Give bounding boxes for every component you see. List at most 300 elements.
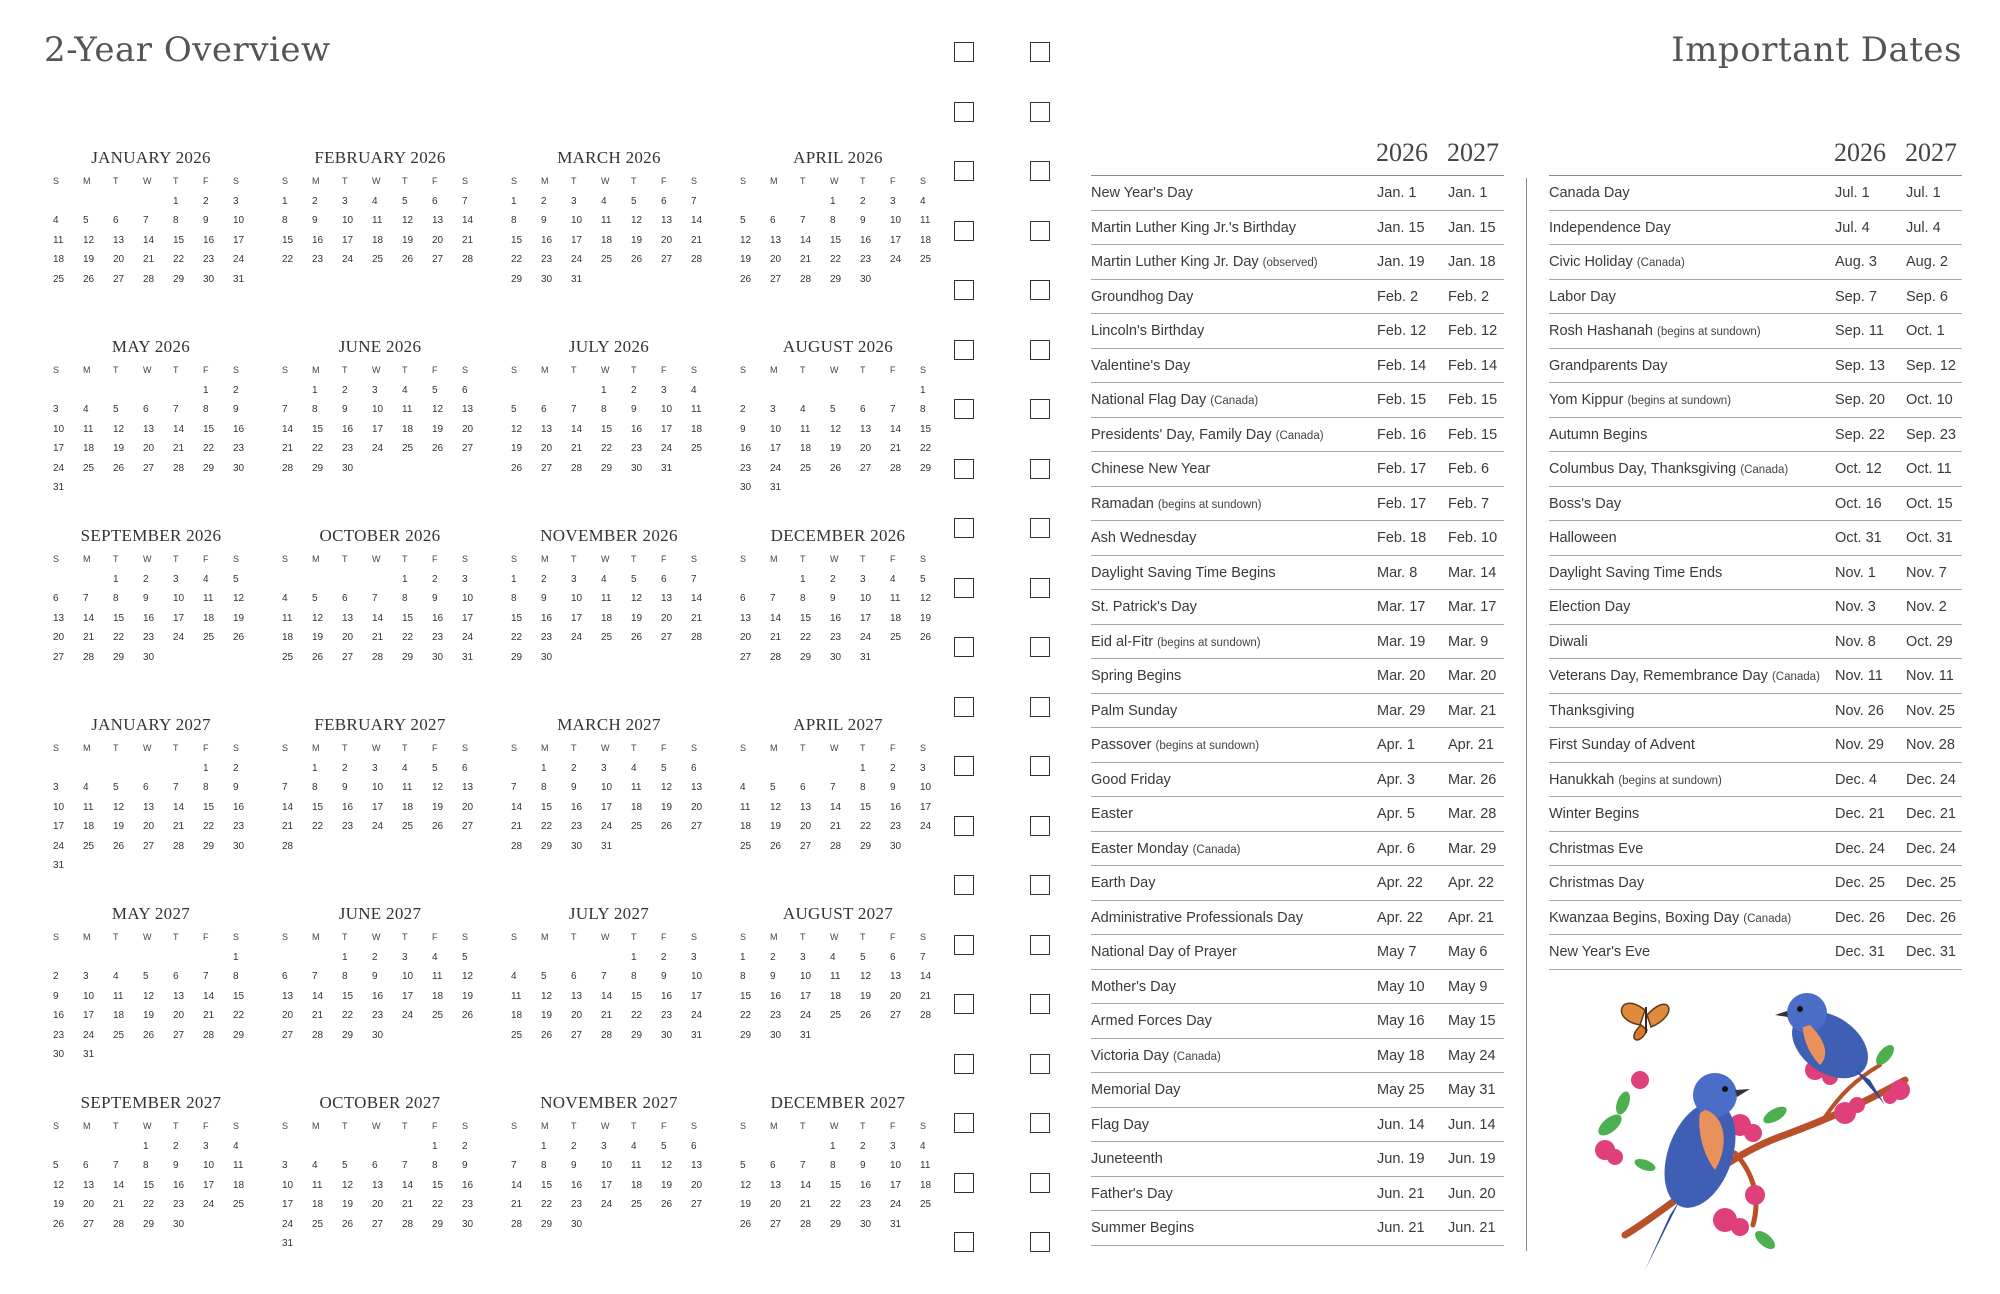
weekday-label: W xyxy=(143,554,152,564)
weekday-label: T xyxy=(402,554,408,564)
day-number: 7 xyxy=(920,951,926,963)
day-number: 11 xyxy=(601,593,612,604)
day-number: 26 xyxy=(53,1218,65,1230)
date-2027: Mar. 28 xyxy=(1448,806,1497,822)
day-number: 29 xyxy=(342,1029,354,1041)
day-number: 2 xyxy=(541,195,547,207)
empty-day-cell xyxy=(564,381,594,401)
checkbox[interactable] xyxy=(1030,42,1050,62)
holiday-name: Rosh Hashanah xyxy=(1549,323,1653,339)
day-number: 28 xyxy=(770,651,782,663)
day-number: 28 xyxy=(83,651,95,663)
holiday-row xyxy=(1549,418,1962,453)
holiday-name-cell xyxy=(1091,1013,1212,1029)
empty-day-cell xyxy=(106,1137,136,1157)
day-number: 4 xyxy=(740,782,746,793)
checkbox[interactable] xyxy=(1030,637,1050,657)
day-number: 11 xyxy=(83,801,94,813)
date-2027: Dec. 25 xyxy=(1906,875,1956,891)
day-number: 15 xyxy=(541,1179,553,1191)
day-number: 13 xyxy=(691,1160,703,1171)
holiday-row xyxy=(1549,832,1962,867)
day-number: 27 xyxy=(860,462,872,474)
day-number: 22 xyxy=(113,632,125,643)
empty-day-cell xyxy=(275,759,305,779)
checkbox[interactable] xyxy=(1030,280,1050,300)
checkbox[interactable] xyxy=(954,816,974,836)
month-calendar xyxy=(733,335,943,515)
holiday-name-cell xyxy=(1549,496,1621,512)
day-number: 12 xyxy=(312,612,324,624)
holiday-name: Autumn Begins xyxy=(1549,426,1648,443)
day-number: 6 xyxy=(800,782,806,793)
empty-day-cell xyxy=(166,381,196,401)
checkbox[interactable] xyxy=(954,697,974,717)
holiday-name: Easter Monday xyxy=(1091,840,1189,857)
date-2026: May 10 xyxy=(1377,978,1425,995)
day-number: 4 xyxy=(203,573,209,585)
weekday-label: W xyxy=(830,176,839,186)
day-number: 14 xyxy=(282,801,294,813)
holiday-row xyxy=(1091,866,1504,901)
day-number: 11 xyxy=(53,234,64,246)
weekday-label: T xyxy=(342,932,348,942)
day-number: 7 xyxy=(173,404,179,415)
day-number: 9 xyxy=(203,215,209,226)
day-number: 23 xyxy=(432,632,444,643)
checkbox[interactable] xyxy=(1030,518,1050,538)
day-number: 16 xyxy=(541,612,553,624)
day-number: 27 xyxy=(143,462,155,474)
day-number: 21 xyxy=(83,632,95,643)
weekday-label: W xyxy=(601,554,610,564)
checkbox[interactable] xyxy=(954,1232,974,1252)
checkbox[interactable] xyxy=(1030,816,1050,836)
checkbox[interactable] xyxy=(954,1054,974,1074)
day-number: 24 xyxy=(601,821,613,832)
weekday-label: S xyxy=(691,932,698,942)
checkbox[interactable] xyxy=(1030,994,1050,1014)
day-number: 25 xyxy=(402,821,414,832)
day-number: 14 xyxy=(402,1179,414,1191)
day-number: 6 xyxy=(661,195,667,207)
day-number: 21 xyxy=(312,1010,324,1021)
day-number: 10 xyxy=(770,423,782,435)
day-number: 17 xyxy=(83,1010,95,1021)
weekday-label: F xyxy=(203,365,209,375)
checkbox[interactable] xyxy=(1030,459,1050,479)
date-2026: Sep. 7 xyxy=(1835,288,1877,305)
day-number: 5 xyxy=(53,1160,59,1171)
weekday-label: M xyxy=(770,1121,778,1131)
checkbox[interactable] xyxy=(954,42,974,62)
month-title: SEPTEMBER 2026 xyxy=(80,526,222,545)
day-number: 20 xyxy=(143,821,155,832)
day-number: 23 xyxy=(740,462,752,474)
day-number: 27 xyxy=(462,443,474,454)
day-number: 27 xyxy=(800,840,812,852)
holiday-name-cell xyxy=(1549,392,1731,408)
day-number: 9 xyxy=(661,971,667,982)
day-number: 26 xyxy=(631,632,643,643)
weekday-label: F xyxy=(661,554,667,564)
day-number: 17 xyxy=(800,990,812,1002)
day-number: 15 xyxy=(173,234,185,246)
holiday-name: Armed Forces Day xyxy=(1091,1013,1212,1029)
checkbox[interactable] xyxy=(954,875,974,895)
day-number: 5 xyxy=(860,951,866,963)
weekday-label: S xyxy=(740,554,747,564)
month-day-grid xyxy=(275,1117,485,1254)
day-number: 14 xyxy=(282,423,294,435)
date-2026: Aug. 3 xyxy=(1835,254,1877,270)
day-number: 3 xyxy=(203,1140,209,1152)
day-number: 18 xyxy=(631,1179,643,1191)
weekday-label: S xyxy=(462,743,469,753)
day-number: 16 xyxy=(571,801,583,813)
holiday-row xyxy=(1549,659,1962,694)
month-day-grid xyxy=(504,550,714,667)
day-number: 22 xyxy=(920,443,932,454)
month-day-grid xyxy=(504,172,714,289)
weekday-label: S xyxy=(920,1121,927,1131)
weekday-label: T xyxy=(860,554,866,564)
day-number: 8 xyxy=(282,215,288,226)
checkbox[interactable] xyxy=(954,161,974,181)
day-number: 25 xyxy=(83,840,95,852)
day-number: 25 xyxy=(53,273,65,285)
day-number: 10 xyxy=(372,404,384,415)
weekday-label: T xyxy=(860,932,866,942)
checkbox[interactable] xyxy=(954,578,974,598)
empty-day-cell xyxy=(136,381,166,401)
holiday-name-cell xyxy=(1091,634,1261,650)
date-2027: Apr. 21 xyxy=(1448,737,1494,753)
day-number: 12 xyxy=(342,1179,354,1191)
checkbox[interactable] xyxy=(954,935,974,955)
day-number: 2 xyxy=(312,195,318,207)
checkbox[interactable] xyxy=(1030,399,1050,419)
checkbox[interactable] xyxy=(954,459,974,479)
date-2026: Jun. 21 xyxy=(1377,1220,1425,1236)
weekday-label: M xyxy=(541,554,549,564)
checkbox[interactable] xyxy=(954,1113,974,1133)
checkbox[interactable] xyxy=(1030,1054,1050,1074)
weekday-label: S xyxy=(511,365,518,375)
holiday-row xyxy=(1549,280,1962,315)
empty-day-cell xyxy=(136,948,166,968)
checkbox[interactable] xyxy=(1030,756,1050,776)
day-number: 17 xyxy=(53,821,65,832)
day-number: 9 xyxy=(372,971,378,982)
day-number: 2 xyxy=(770,951,776,963)
weekday-label: F xyxy=(203,554,209,564)
day-number: 30 xyxy=(860,1218,872,1230)
checkbox[interactable] xyxy=(1030,697,1050,717)
day-number: 9 xyxy=(890,782,896,793)
day-number: 13 xyxy=(860,423,872,435)
month-title: JUNE 2027 xyxy=(338,904,422,923)
day-number: 26 xyxy=(661,821,673,832)
day-number: 29 xyxy=(860,840,872,852)
month-calendar xyxy=(504,524,714,704)
checkbox[interactable] xyxy=(954,637,974,657)
day-number: 13 xyxy=(691,782,703,793)
day-number: 7 xyxy=(511,1160,517,1171)
month-title: FEBRUARY 2026 xyxy=(314,148,446,167)
holiday-row xyxy=(1091,521,1504,556)
empty-day-cell xyxy=(305,570,335,590)
checkbox[interactable] xyxy=(954,102,974,122)
checkbox[interactable] xyxy=(954,280,974,300)
empty-day-cell xyxy=(793,192,823,212)
empty-day-cell xyxy=(46,570,76,590)
holiday-name-cell xyxy=(1549,358,1667,374)
day-number: 24 xyxy=(282,1218,294,1230)
checkbox[interactable] xyxy=(1030,221,1050,241)
checkbox[interactable] xyxy=(1030,1173,1050,1193)
day-number: 22 xyxy=(233,1010,245,1021)
checkbox[interactable] xyxy=(954,756,974,776)
day-number: 15 xyxy=(860,801,872,813)
day-number: 8 xyxy=(203,782,209,793)
day-number: 14 xyxy=(312,990,324,1002)
checkbox[interactable] xyxy=(1030,875,1050,895)
date-2026: Dec. 31 xyxy=(1835,944,1885,960)
weekday-label: W xyxy=(372,743,381,753)
day-number: 30 xyxy=(372,1029,384,1041)
day-number: 2 xyxy=(890,762,896,774)
checkbox-column-left xyxy=(954,42,976,1292)
day-number: 12 xyxy=(143,990,155,1002)
day-number: 3 xyxy=(83,971,89,982)
weekday-label: S xyxy=(920,554,927,564)
day-number: 31 xyxy=(462,651,474,663)
day-number: 22 xyxy=(173,254,185,265)
day-number: 19 xyxy=(860,990,872,1002)
day-number: 21 xyxy=(173,821,185,832)
empty-day-cell xyxy=(46,948,76,968)
checkbox[interactable] xyxy=(1030,935,1050,955)
day-number: 7 xyxy=(462,195,468,207)
holiday-name-cell xyxy=(1549,530,1617,546)
date-2027: Nov. 28 xyxy=(1906,737,1955,753)
holiday-note: (begins at sundown) xyxy=(1618,774,1722,787)
weekday-label: T xyxy=(173,932,179,942)
date-2026: Jun. 14 xyxy=(1377,1116,1425,1133)
day-number: 7 xyxy=(282,782,288,793)
day-number: 25 xyxy=(830,1010,842,1021)
day-number: 8 xyxy=(920,404,926,415)
holiday-name: Canada Day xyxy=(1549,185,1630,201)
checkbox[interactable] xyxy=(1030,340,1050,360)
day-number: 20 xyxy=(282,1010,294,1021)
weekday-label: M xyxy=(312,1121,320,1131)
day-number: 1 xyxy=(830,1140,836,1152)
empty-day-cell xyxy=(823,381,853,401)
date-2027: Mar. 21 xyxy=(1448,702,1497,719)
checkbox[interactable] xyxy=(954,221,974,241)
day-number: 17 xyxy=(770,443,782,454)
weekday-label: S xyxy=(233,932,240,942)
day-number: 13 xyxy=(143,423,155,435)
day-number: 13 xyxy=(53,612,65,624)
day-number: 5 xyxy=(233,573,239,585)
holiday-row xyxy=(1549,694,1962,729)
date-2027: Feb. 7 xyxy=(1448,495,1490,512)
holiday-name: Yom Kippur xyxy=(1549,392,1624,408)
month-calendar xyxy=(275,1091,485,1271)
empty-day-cell xyxy=(166,759,196,779)
day-number: 8 xyxy=(233,971,239,982)
day-number: 24 xyxy=(372,821,384,832)
holiday-name: Memorial Day xyxy=(1091,1082,1181,1098)
day-number: 31 xyxy=(601,840,613,852)
day-number: 27 xyxy=(143,840,155,852)
day-number: 6 xyxy=(53,593,59,604)
month-calendar xyxy=(504,1091,714,1271)
day-number: 26 xyxy=(830,462,842,474)
day-number: 8 xyxy=(631,971,637,982)
day-number: 7 xyxy=(890,404,896,415)
day-number: 14 xyxy=(571,423,583,435)
day-number: 27 xyxy=(372,1218,384,1230)
day-number: 17 xyxy=(173,612,185,624)
empty-day-cell xyxy=(365,1137,395,1157)
date-2027: Mar. 26 xyxy=(1448,771,1497,788)
day-number: 18 xyxy=(432,990,444,1002)
holiday-name-cell xyxy=(1091,185,1193,201)
day-number: 23 xyxy=(541,632,553,643)
checkbox[interactable] xyxy=(954,1173,974,1193)
holiday-name: National Flag Day xyxy=(1091,392,1207,408)
day-number: 2 xyxy=(53,971,59,982)
checkbox[interactable] xyxy=(1030,1113,1050,1133)
day-number: 7 xyxy=(511,782,517,793)
weekday-label: T xyxy=(800,554,806,564)
day-number: 28 xyxy=(511,840,523,852)
day-number: 15 xyxy=(402,612,414,624)
holiday-name-cell xyxy=(1091,944,1237,960)
holiday-name-cell xyxy=(1091,323,1204,339)
day-number: 6 xyxy=(83,1160,89,1171)
day-number: 21 xyxy=(173,443,185,454)
day-number: 9 xyxy=(631,404,637,415)
day-number: 6 xyxy=(143,404,149,415)
date-2026: Feb. 15 xyxy=(1377,392,1427,408)
weekday-label: S xyxy=(282,743,289,753)
weekday-label: W xyxy=(143,932,152,942)
day-number: 26 xyxy=(860,1010,872,1021)
weekday-label: M xyxy=(83,365,91,375)
day-number: 17 xyxy=(372,801,384,813)
weekday-label: S xyxy=(233,176,240,186)
day-number: 2 xyxy=(173,1140,179,1152)
day-number: 11 xyxy=(113,990,124,1002)
holiday-name: Hanukkah xyxy=(1549,771,1615,788)
day-number: 26 xyxy=(740,273,752,285)
holiday-name-cell xyxy=(1091,254,1318,270)
weekday-label: S xyxy=(282,365,289,375)
month-calendar xyxy=(733,524,943,704)
empty-day-cell xyxy=(733,759,763,779)
holiday-row xyxy=(1549,866,1962,901)
day-number: 6 xyxy=(571,971,577,982)
weekday-label: M xyxy=(770,932,778,942)
day-number: 13 xyxy=(372,1179,384,1191)
weekday-label: S xyxy=(511,176,518,186)
checkbox[interactable] xyxy=(1030,1232,1050,1252)
day-number: 27 xyxy=(740,651,752,663)
day-number: 6 xyxy=(740,593,746,604)
checkbox[interactable] xyxy=(954,994,974,1014)
day-number: 19 xyxy=(402,234,414,246)
date-2027: May 24 xyxy=(1448,1047,1496,1064)
month-day-grid xyxy=(275,172,485,270)
day-number: 5 xyxy=(511,404,517,415)
day-number: 23 xyxy=(860,1199,872,1210)
day-number: 1 xyxy=(511,573,517,585)
holiday-name-cell xyxy=(1549,737,1695,753)
day-number: 24 xyxy=(661,443,673,454)
day-number: 22 xyxy=(432,1199,444,1210)
holiday-row xyxy=(1549,935,1962,970)
month-calendar xyxy=(46,1091,256,1271)
empty-day-cell xyxy=(76,381,106,401)
day-number: 21 xyxy=(511,821,523,832)
day-number: 29 xyxy=(312,462,324,474)
checkbox[interactable] xyxy=(1030,578,1050,598)
day-number: 13 xyxy=(770,1179,782,1191)
day-number: 22 xyxy=(203,821,215,832)
date-2027: Jan. 1 xyxy=(1448,185,1488,201)
weekday-label: T xyxy=(571,176,577,186)
checkbox[interactable] xyxy=(954,340,974,360)
day-number: 27 xyxy=(691,821,703,832)
day-number: 11 xyxy=(312,1179,323,1191)
day-number: 24 xyxy=(402,1010,414,1021)
date-2027: Feb. 10 xyxy=(1448,530,1498,546)
checkbox[interactable] xyxy=(954,518,974,538)
weekday-label: S xyxy=(53,1121,60,1131)
day-number: 8 xyxy=(511,593,517,604)
holiday-note: (Canada) xyxy=(1771,671,1820,683)
day-number: 17 xyxy=(890,234,902,246)
empty-day-cell xyxy=(365,570,395,590)
day-number: 24 xyxy=(770,462,782,474)
day-number: 25 xyxy=(631,821,643,832)
day-number: 1 xyxy=(800,573,806,585)
day-number: 8 xyxy=(830,215,836,226)
year-header-2026: 2026 xyxy=(1376,138,1428,167)
day-number: 28 xyxy=(830,840,842,852)
checkbox[interactable] xyxy=(1030,102,1050,122)
day-number: 13 xyxy=(571,990,583,1002)
checkbox[interactable] xyxy=(954,399,974,419)
checkbox[interactable] xyxy=(1030,161,1050,181)
day-number: 9 xyxy=(541,593,547,604)
holiday-row xyxy=(1549,625,1962,660)
day-number: 29 xyxy=(800,651,812,663)
holiday-note: (Canada) xyxy=(1740,464,1789,476)
important-dates-table-jul-dec xyxy=(1549,140,1962,970)
month-calendar xyxy=(46,335,256,515)
day-number: 25 xyxy=(920,1199,932,1210)
day-number: 4 xyxy=(83,782,89,793)
day-number: 5 xyxy=(113,404,119,415)
day-number: 3 xyxy=(342,195,348,207)
holiday-row xyxy=(1091,832,1504,867)
